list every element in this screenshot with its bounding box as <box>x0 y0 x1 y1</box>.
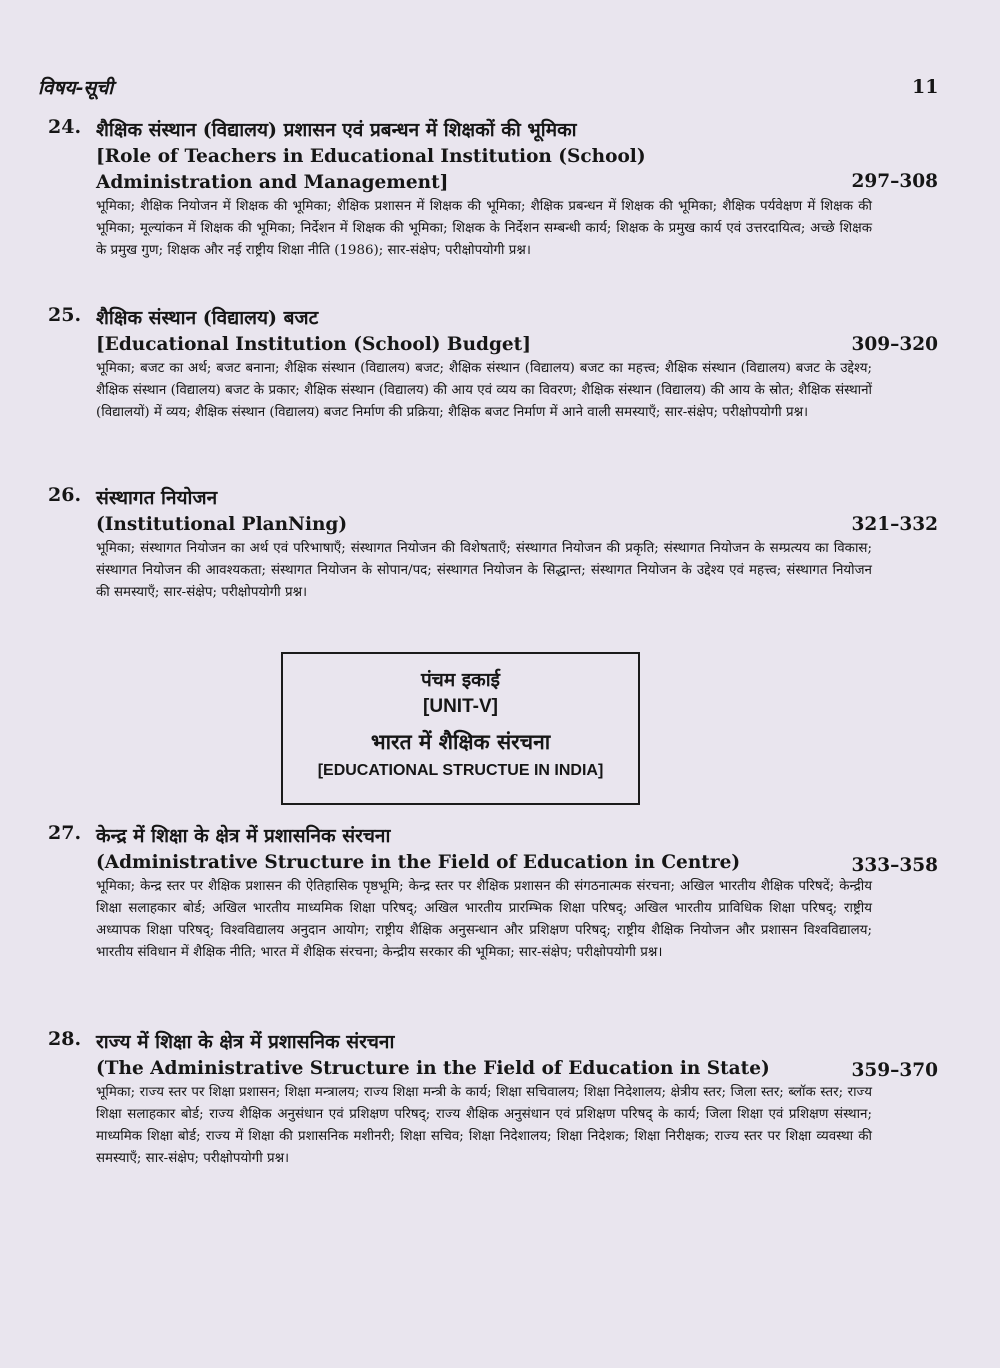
entry-description: भूमिका; राज्य स्तर पर शिक्षा प्रशासन; शिक्षा मन्त्रालय; राज्य शिक्षा मन्त्री के कार्य; शिक्षा सचिवालय; शिक्षा निदेशालय; क्षेत्रीय स्तर; जिला स्तर; ब्लॉक स्तर; राज्य शिक्षा सलाहकार बोर्ड; राज्य शैक्षिक अनुसंधान एवं प्रशिक्षण परिषद्; राज्य शैक्षिक अनुसंधान एवं प्रशिक्षण परिषद् के कार्य; जिला शिक्षा एवं प्रशिक्षण संस्थान; माध्यमिक शिक्षा बोर्ड; राज्य में शिक्षा की प्रशासनिक मशीनरी; शिक्षा सचिव; शिक्षा निदेशालय; शिक्षा निदेशक; शिक्षा निरीक्षक; राज्य स्तर पर शिक्षा व्यवस्था की समस्याएँ; सार-संक्षेप; परीक्षोपयोगी प्रश्न। <box>96 1085 872 1166</box>
entry-english-title: [Role of Teachers in Educational Institution (School) <box>96 146 646 167</box>
entry-number: 26. <box>48 484 82 506</box>
toc-entry-28 <box>38 1028 938 1170</box>
toc-entry-27 <box>38 822 938 964</box>
toc-entry-24 <box>38 116 938 262</box>
page-number: 11 <box>912 76 939 98</box>
entry-english-title-cont <box>96 170 938 196</box>
entry-number: 27. <box>48 822 82 844</box>
entry-pages: 333–358 <box>851 855 938 876</box>
unit-english-label: [UNIT-V] <box>423 696 498 717</box>
entry-english-title: (The Administrative Structure in the Field of Education in State) <box>96 1058 770 1079</box>
entry-hindi-title: संस्थागत नियोजन <box>96 487 218 509</box>
entry-english-title: [Educational Institution (School) Budget] <box>96 334 531 355</box>
unit-hindi-title: भारत में शैक्षिक संरचना <box>370 729 551 754</box>
entry-number: 28. <box>48 1028 82 1050</box>
entry-english-title: (Institutional PlanNing) <box>96 514 348 535</box>
entry-pages: 297–308 <box>851 171 938 192</box>
entry-number: 24. <box>48 116 82 138</box>
section-title: विषय-सूची <box>38 77 114 99</box>
entry-pages: 359–370 <box>851 1060 938 1081</box>
unit-english-title: [EDUCATIONAL STRUCTUE IN INDIA] <box>317 762 604 779</box>
entry-pages: 309–320 <box>851 334 938 355</box>
unit-heading-box <box>281 652 640 805</box>
entry-description: भूमिका; बजट का अर्थ; बजट बनाना; शैक्षिक संस्थान (विद्यालय) बजट; शैक्षिक संस्थान (विद्यालय) बजट का महत्त्व; शैक्षिक संस्थान (विद्यालय) बजट के उद्देश्य; शैक्षिक संस्थान (विद्यालय) बजट के प्रकार; शैक्षिक संस्थान (विद्यालय) की आय एवं व्यय का विवरण; शैक्षिक संस्थान (विद्यालय) की आय के स्रोत; शैक्षिक संस्थानों (विद्यालयों) में व्यय; शैक्षिक संस्थान (विद्यालय) बजट निर्माण की प्रक्रिया; शैक्षिक बजट निर्माण में आने वाली समस्याएँ; सार-संक्षेप; परीक्षोपयोगी प्रश्न। <box>96 361 872 420</box>
entry-hindi-title: शैक्षिक संस्थान (विद्यालय) प्रशासन एवं प्रबन्धन में शिक्षकों की भूमिका <box>96 119 577 141</box>
entry-description: भूमिका; शैक्षिक नियोजन में शिक्षक की भूमिका; शैक्षिक प्रशासन में शिक्षक की भूमिका; शैक्षिक प्रबन्धन में शिक्षक की भूमिका; शैक्षिक पर्यवेक्षण में शिक्षक की भूमिका; मूल्यांकन में शिक्षक की भूमिका; निर्देशन में शिक्षक की भूमिका; शिक्षक के निर्देशन सम्बन्धी कार्य; शिक्षक के प्रमुख कार्य एवं उत्तरदायित्व; अच्छे शिक्षक के प्रमुख गुण; शिक्षक और नई राष्ट्रीय शिक्षा नीति (1986); सार-संक्षेप; परीक्षोपयोगी प्रश्न। <box>96 199 872 258</box>
entry-english-title-line2: Administration and Management] <box>96 172 449 193</box>
entry-description: भूमिका; संस्थागत नियोजन का अर्थ एवं परिभाषाएँ; संस्थागत नियोजन की विशेषताएँ; संस्थागत नियोजन की प्रकृति; संस्थागत नियोजन के सम्प्रत्यय का विकास; संस्थागत नियोजन की आवश्यकता; संस्थागत नियोजन के सोपान/पद; संस्थागत नियोजन के सिद्धान्त; संस्थागत नियोजन के उद्देश्य एवं महत्त्व; संस्थागत नियोजन की समस्याएँ; सार-संक्षेप; परीक्षोपयोगी प्रश्न। <box>96 541 872 600</box>
entry-hindi-title: शैक्षिक संस्थान (विद्यालय) बजट <box>96 307 319 329</box>
entry-description: भूमिका; केन्द्र स्तर पर शैक्षिक प्रशासन की ऐतिहासिक पृष्ठभूमि; केन्द्र स्तर पर शैक्षिक प्रशासन की संगठनात्मक संरचना; अखिल भारतीय शैक्षिक परिषदें; केन्द्रीय शिक्षा सलाहकार बोर्ड; अखिल भारतीय माध्यमिक शिक्षा परिषद्; अखिल भारतीय प्रारम्भिक शिक्षा परिषद्; अखिल भारतीय प्राविधिक शिक्षा परिषद्; राष्ट्रीय अध्यापक शिक्षा परिषद्; विश्वविद्यालय अनुदान आयोग; राष्ट्रीय शैक्षिक अनुसन्धान और प्रशिक्षण परिषद्; राष्ट्रीय शैक्षिक नियोजन और प्रशासन विश्वविद्यालय; भारतीय संविधान में शैक्षिक नीति; भारत में शैक्षिक संरचना; केन्द्रीय सरकार की भूमिका; सार-संक्षेप; परीक्षोपयोगी प्रश्न। <box>96 879 872 960</box>
unit-hindi-label: पंचम इकाई <box>420 669 500 691</box>
entry-number: 25. <box>48 304 82 326</box>
toc-entry-26 <box>38 484 938 604</box>
toc-entry-25 <box>38 304 938 424</box>
entry-english-title: (Administrative Structure in the Field of Education in Centre) <box>96 852 741 873</box>
entry-pages: 321–332 <box>851 514 938 535</box>
entry-hindi-title: राज्य में शिक्षा के क्षेत्र में प्रशासनिक संरचना <box>96 1031 395 1053</box>
entry-hindi-title: केन्द्र में शिक्षा के क्षेत्र में प्रशासनिक संरचना <box>96 825 391 847</box>
